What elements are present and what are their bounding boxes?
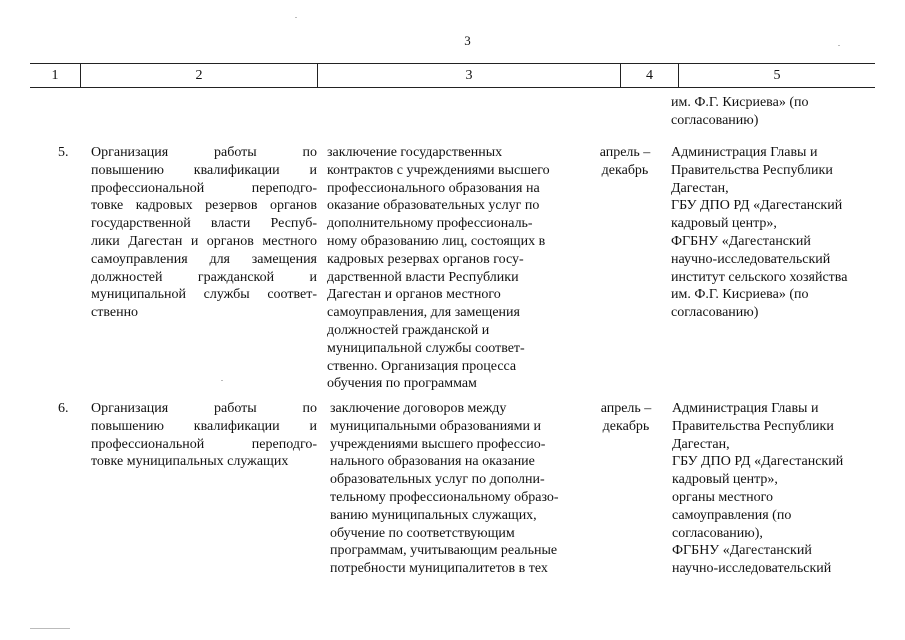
text-line: согласованию) [671,112,759,128]
text-line: Администрация Главы и [671,145,818,160]
table-header-row [30,63,875,88]
text-line: лики Дагестан и органов местного [91,233,317,249]
text-line: ГБУ ДПО РД «Дагестанский [672,454,844,470]
text-line: муниципальными образованиями и [330,418,541,434]
scan-speck [30,628,70,629]
column-header-3: 3 [317,64,620,87]
text-line: профессиональной переподго- [91,436,317,452]
text-line: оказание образовательных услуг по [327,198,540,214]
text-line: государственной власти Респуб- [91,216,317,232]
text-line: ному образованию лиц, состоящих в [327,233,546,249]
text-line: органы местного [672,489,773,505]
text-line: апрель – [600,401,652,416]
text-line: кадровых резервах органов госу- [327,251,524,267]
text-line: заключение государственных [327,145,503,160]
text-line: контрактов с учреждениями высшего [327,162,550,178]
event-responsible [671,144,871,322]
row-number: 5. [58,145,69,160]
text-line: повышению квалификации и [91,418,317,434]
text-line: самоуправления для замещения [91,251,317,267]
text-line: муниципальной службы соответ- [91,287,317,303]
scan-speck [221,380,223,381]
column-header-2: 2 [80,64,317,87]
text-line: Организация работы по [91,145,317,160]
text-line: кадровый центр», [671,216,777,232]
text-line: обучения по программам [327,376,477,392]
text-line: Правительства Республики [672,418,834,434]
text-line: должностей гражданской и [327,322,490,338]
scan-speck [838,45,840,46]
event-responsible [672,400,872,578]
column-header-1: 1 [51,68,59,83]
text-line: повышению квалификации и [91,162,317,178]
event-name [91,400,317,471]
text-line: профессионального образования на [327,180,540,196]
text-line: тельному профессиональному образо- [330,489,559,505]
text-line: апрель – [599,145,651,160]
text-line: Администрация Главы и [672,401,819,416]
text-line: Дагестан, [672,436,730,452]
text-line: самоуправления (по [672,507,792,523]
event-deadline [593,144,657,180]
text-line: Дагестан, [671,180,729,196]
text-line: ственно. Организация процесса [327,358,517,374]
text-line: им. Ф.Г. Кисриева» (по [671,287,809,303]
text-line: самоуправления, для замещения [327,305,520,321]
text-line: товке кадровых резервов органов [91,198,317,214]
text-line: ванию муниципальных служащих, [330,507,537,523]
text-line: дополнительному профессиональ- [327,216,533,232]
event-name [91,144,317,322]
text-line: заключение договоров между [330,401,507,416]
column-header-5: 5 [678,64,875,87]
text-line: образовательных услуг по дополни- [330,472,545,488]
text-line: ФГБНУ «Дагестанский [671,233,811,249]
scan-speck [295,17,297,18]
text-line: Организация работы по [91,401,317,416]
event-description [327,144,582,393]
carryover-responsible [671,94,871,130]
event-deadline [594,400,658,436]
text-line: им. Ф.Г. Кисриева» (по [671,95,809,110]
text-line: учреждениями высшего профессио- [330,436,546,452]
text-line: научно-исследовательский [672,561,832,577]
text-line: Дагестан и органов местного [327,287,501,303]
row-number: 6. [58,401,69,416]
text-line: декабрь [602,418,650,434]
text-line: программам, учитывающим реальные [330,543,558,559]
text-line: товке муниципальных служащих [91,454,289,470]
event-description [330,400,585,578]
text-line: дарственной власти Республики [327,269,519,285]
text-line: согласованию), [672,525,763,541]
page-number: 3 [464,33,471,48]
text-line: ГБУ ДПО РД «Дагестанский [671,198,843,214]
text-line: согласованию) [671,305,759,321]
text-line: ственно [91,305,139,321]
text-line: должностей гражданской и [91,269,317,285]
text-line: обучение по соответствующим [330,525,515,541]
text-line: ФГБНУ «Дагестанский [672,543,812,559]
column-header-4: 4 [620,64,678,87]
text-line: муниципальной службы соответ- [327,340,525,356]
text-line: институт сельского хозяйства [671,269,848,285]
text-line: научно-исследовательский [671,251,831,267]
text-line: потребности муниципалитетов в тех [330,561,548,577]
text-line: нального образования на оказание [330,454,535,470]
text-line: профессиональной переподго- [91,180,317,196]
text-line: кадровый центр», [672,472,778,488]
text-line: Правительства Республики [671,162,833,178]
text-line: декабрь [601,162,649,178]
